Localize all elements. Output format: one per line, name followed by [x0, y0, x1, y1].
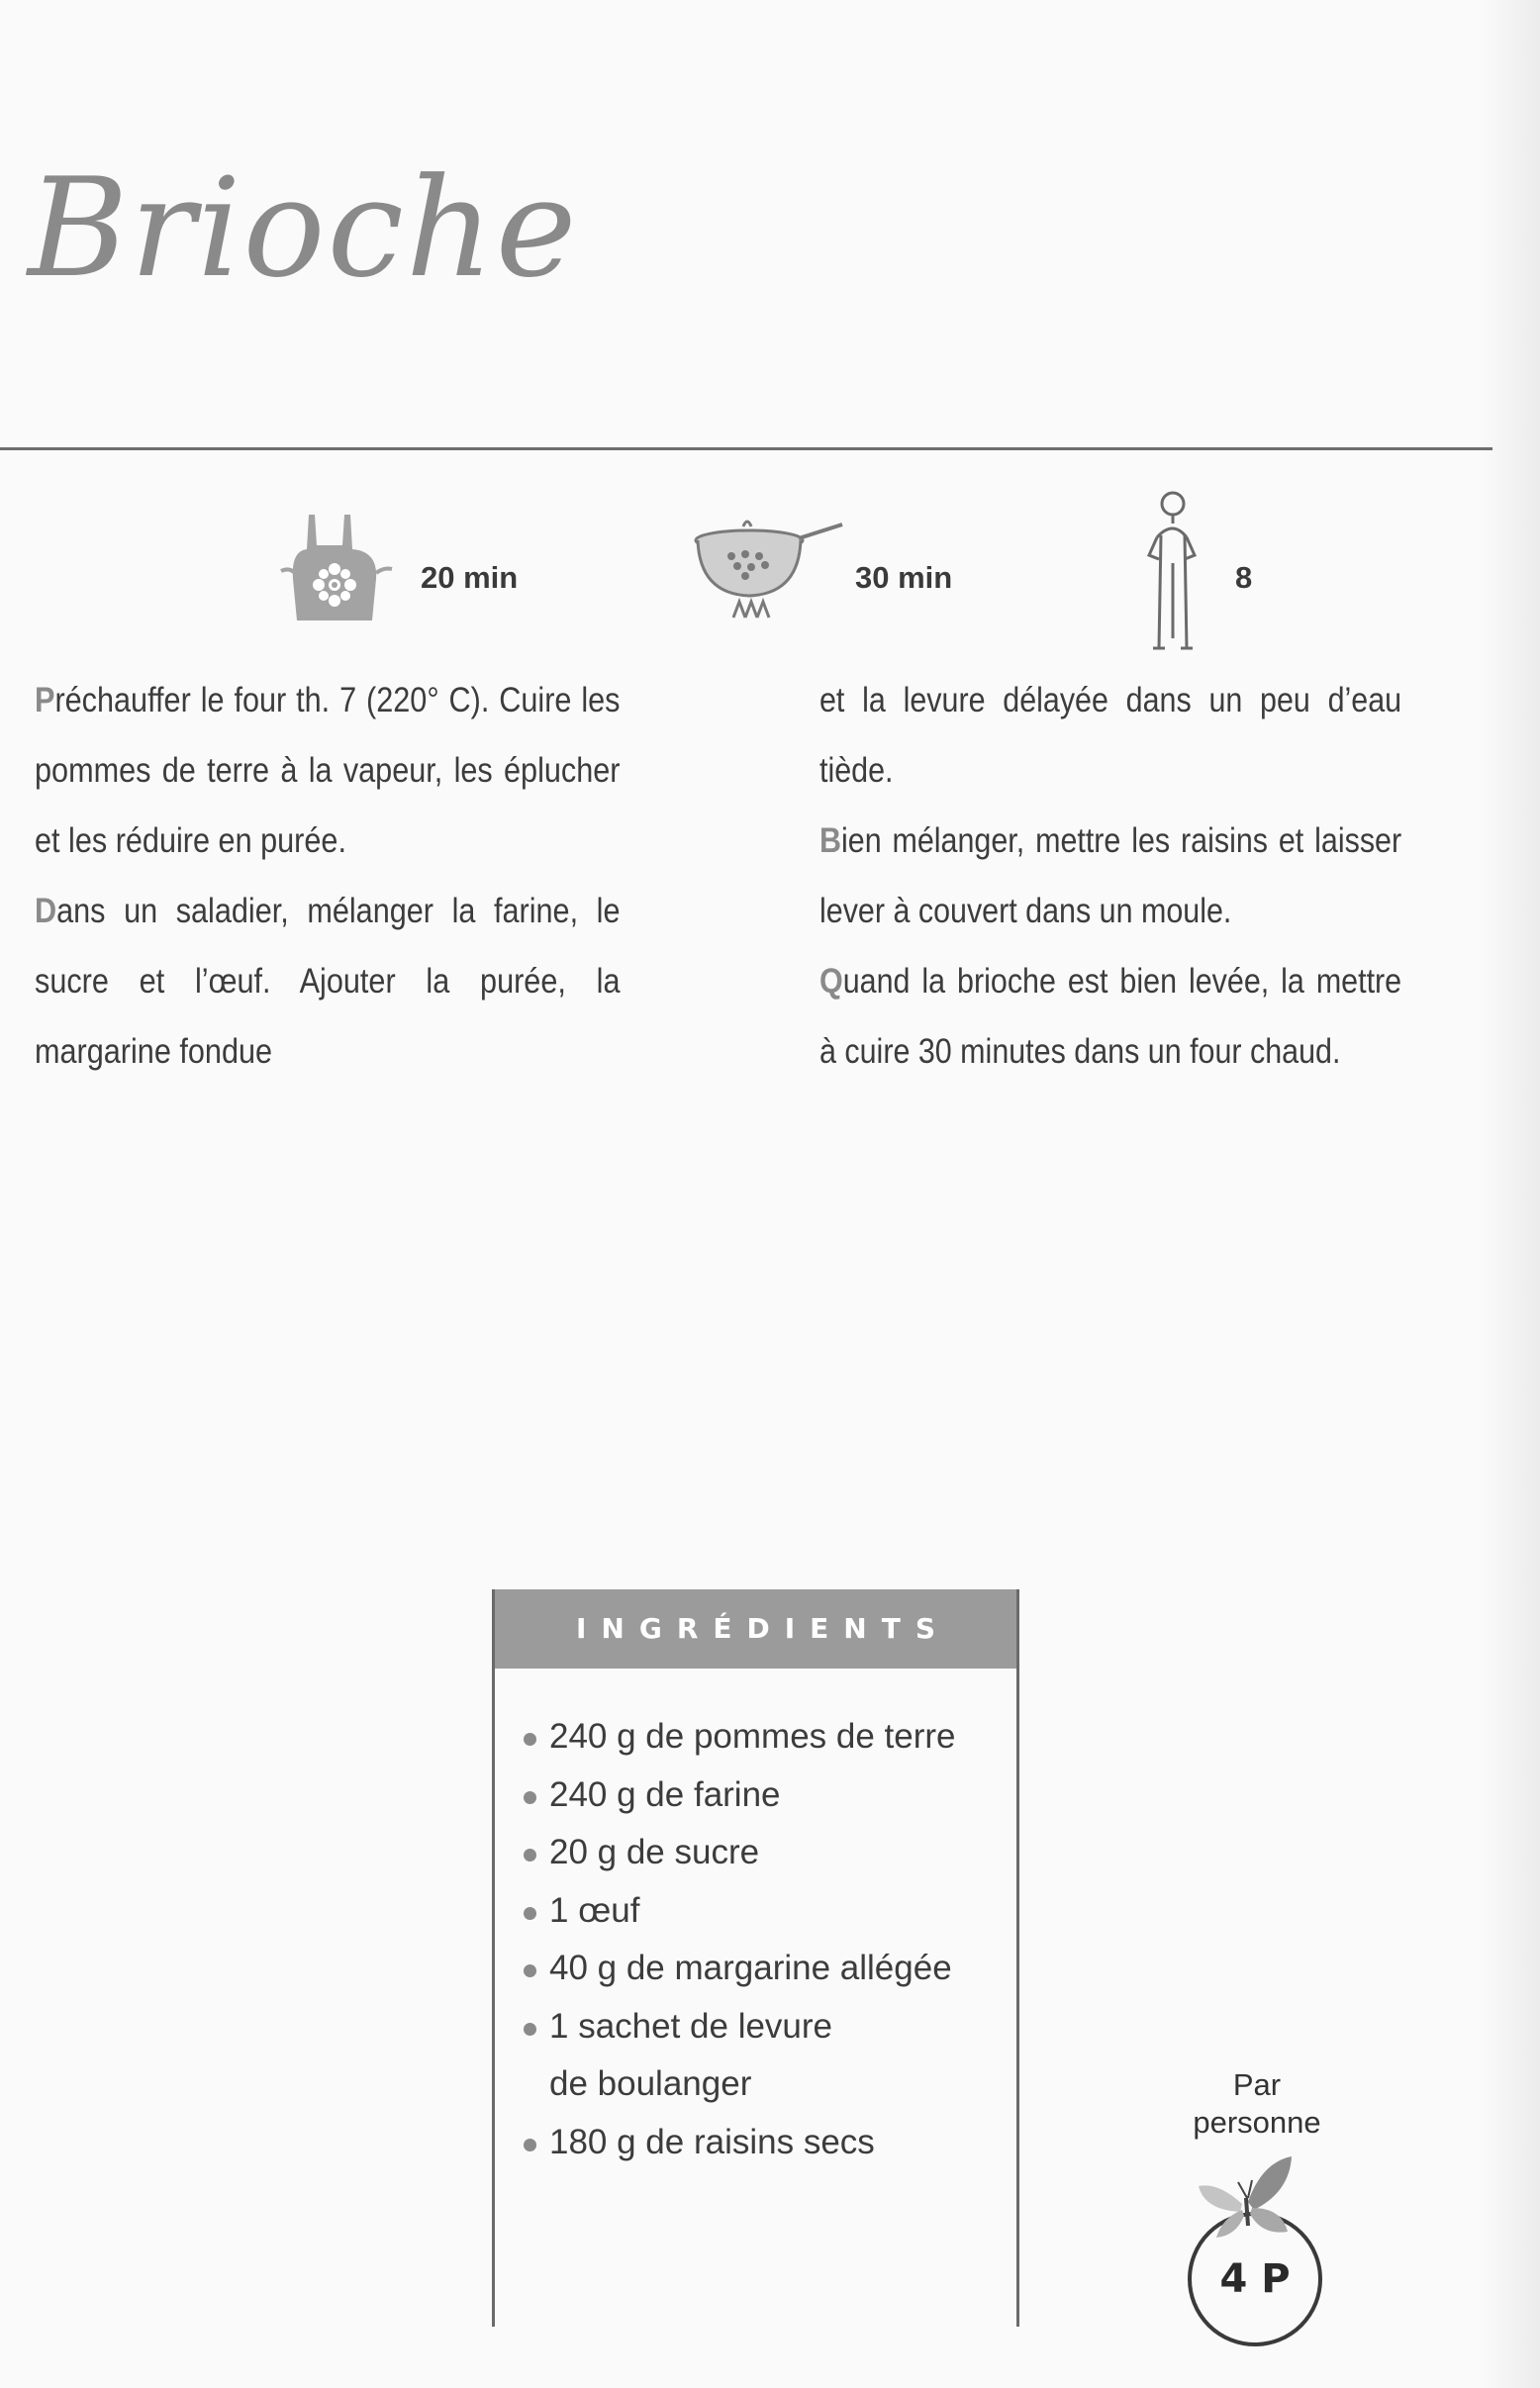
drop-cap: B — [819, 821, 841, 860]
instruction-text: ien mélanger, mettre les raisins et laisser lever à couvert dans un moule. — [819, 821, 1402, 930]
instruction-text: réchauffer le four th. 7 (220° C). Cuire les pommes de terre à la vapeur, les éplucher et les réduire en purée. — [35, 681, 621, 860]
ingredient-item: 240 g de farine — [522, 1767, 956, 1825]
per-label-line2: personne — [1193, 2105, 1321, 2140]
ingredient-list — [522, 1708, 956, 2171]
ingredient-item-continuation: de boulanger — [549, 2064, 752, 2103]
instruction-paragraph — [35, 876, 621, 1087]
drop-cap: D — [35, 892, 57, 930]
ingredient-item: 180 g de raisins secs — [522, 2114, 956, 2172]
instructions-left-column — [35, 665, 621, 1087]
per-person-label — [1148, 2066, 1366, 2142]
instruction-paragraph — [819, 946, 1401, 1087]
instruction-text: ans un saladier, mélanger la farine, le sucre et l’œuf. Ajouter la purée, la margarine fondue — [35, 892, 621, 1071]
instruction-text: uand la brioche est bien levée, la mettre à cuire 30 minutes dans un four chaud. — [819, 962, 1402, 1071]
prep-time: 20 min — [421, 560, 519, 595]
recipe-title: Brioche — [28, 148, 579, 308]
ingredients-header: INGRÉDIENTS — [495, 1589, 1016, 1669]
person-icon — [1135, 490, 1204, 653]
per-label-line1: Par — [1232, 2067, 1282, 2102]
servings-count: 8 — [1235, 560, 1253, 595]
instructions-right-column — [819, 665, 1401, 1087]
drop-cap: Q — [819, 962, 843, 1001]
ingredient-item: 1 œuf — [522, 1882, 956, 1941]
ingredient-item: 40 g de margarine allégée — [522, 1940, 956, 1998]
ingredient-item: 1 sachet de levure — [522, 1998, 956, 2056]
steaming-pot-icon — [690, 497, 848, 627]
instruction-paragraph — [35, 665, 621, 876]
title-divider — [0, 447, 1492, 450]
apron-icon — [279, 510, 398, 626]
ingredients-box — [492, 1589, 1019, 2327]
drop-cap: P — [35, 681, 55, 719]
instruction-paragraph — [819, 665, 1401, 806]
page-edge-shadow — [1481, 0, 1540, 2388]
instruction-text: et la levure délayée dans un peu d’eau tiède. — [819, 681, 1402, 790]
cook-time: 30 min — [855, 560, 953, 595]
instruction-paragraph — [819, 806, 1401, 946]
points-badge: 4 P — [1188, 2212, 1322, 2346]
butterfly-icon — [1193, 2152, 1301, 2246]
ingredient-item: 240 g de pommes de terre — [522, 1708, 956, 1767]
ingredient-item: 20 g de sucre — [522, 1824, 956, 1882]
